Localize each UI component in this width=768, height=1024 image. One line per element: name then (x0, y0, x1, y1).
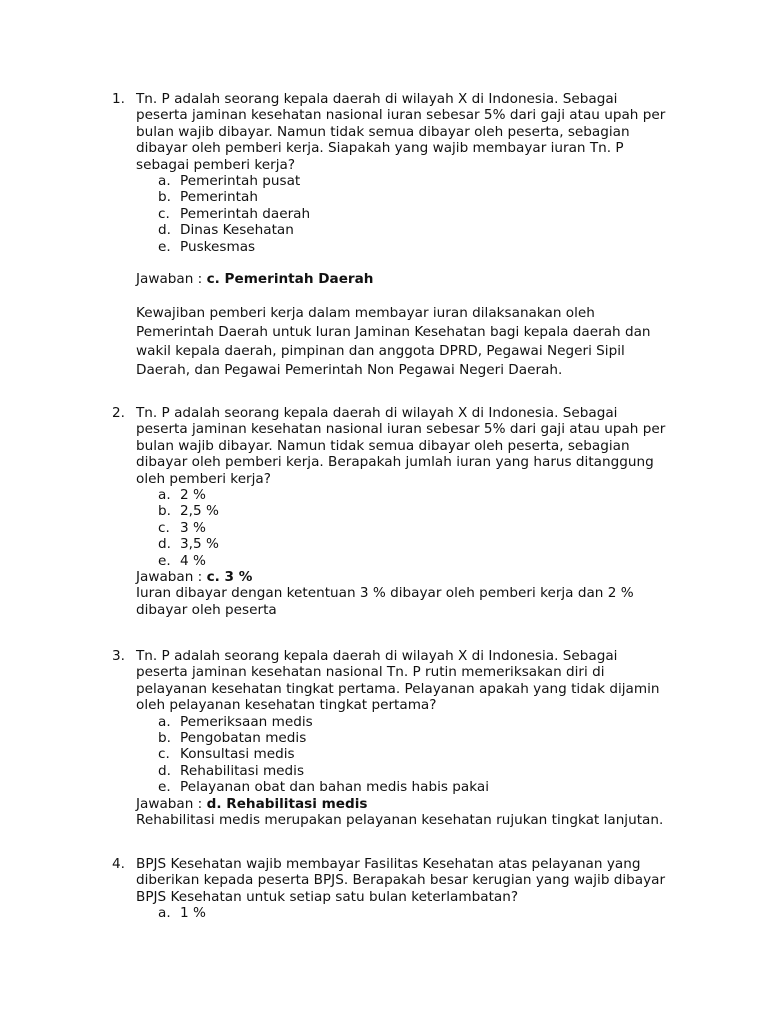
option-item (158, 520, 681, 536)
question-3 (112, 648, 681, 828)
option-letter: c. (158, 746, 170, 763)
option-text: Dinas Kesehatan (180, 222, 294, 239)
answer-value: c. 3 % (206, 568, 253, 585)
option-text: 3,5 % (180, 536, 219, 553)
option-item (158, 189, 681, 205)
option-letter: a. (158, 713, 171, 730)
option-letter: a. (158, 487, 171, 504)
option-letter: a. (158, 173, 171, 190)
question-2 (112, 405, 681, 618)
question-text: BPJS Kesehatan wajib membayar Fasilitas Kesehatan atas pelayanan yang diberikan kepada peserta BPJS. Berapakah besar kerugian yang wajib dibayar BPJS Kesehatan untuk setiap satu bulan keterlambatan? (136, 856, 666, 905)
option-letter: d. (158, 762, 171, 779)
option-item (158, 714, 681, 730)
option-letter: b. (158, 730, 171, 747)
option-text: 3 % (180, 519, 206, 536)
question-4 (112, 856, 681, 922)
option-text: Rehabilitasi medis (180, 762, 305, 779)
answer-value: c. Pemerintah Daerah (206, 270, 374, 287)
option-item (158, 779, 681, 795)
answer-label: Jawaban : (136, 795, 207, 812)
option-text: Konsultasi medis (180, 746, 295, 763)
question-1 (112, 91, 681, 380)
option-item (158, 222, 681, 238)
question-text: Tn. P adalah seorang kepala daerah di wilayah X di Indonesia. Sebagai peserta jaminan kesehatan nasional iuran sebesar 5% dari gaji atau upah per bulan wajib dibayar. Namun tidak semua dibayar oleh peserta, sebagian dibayar oleh pemberi kerja. Berapakah jumlah iuran yang harus ditanggung oleh pemberi kerja? (136, 405, 666, 487)
option-item (158, 206, 681, 222)
option-item (158, 239, 681, 255)
option-letter: c. (158, 205, 170, 222)
option-text: 4 % (180, 552, 206, 569)
option-item (158, 730, 681, 746)
question-number: 3. (112, 648, 125, 664)
option-list (158, 487, 681, 569)
option-letter: b. (158, 503, 171, 520)
option-item (158, 746, 681, 762)
answer-line (136, 569, 681, 585)
option-text: 2,5 % (180, 503, 219, 520)
option-item (158, 503, 681, 519)
option-letter: d. (158, 222, 171, 239)
question-text: Tn. P adalah seorang kepala daerah di wilayah X di Indonesia. Sebagai peserta jaminan kesehatan nasional iuran sebesar 5% dari gaji atau upah per bulan wajib dibayar. Namun tidak semua dibayar oleh peserta, sebagian dibayar oleh pemberi kerja. Siapakah yang wajib membayar iuran Tn. P sebagai pemberi kerja? (136, 91, 666, 173)
option-letter: e. (158, 552, 171, 569)
question-number: 4. (112, 856, 125, 872)
option-text: Pemerintah daerah (180, 205, 311, 222)
option-text: Puskesmas (180, 238, 256, 255)
question-number: 2. (112, 405, 125, 421)
explanation-text: Kewajiban pemberi kerja dalam membayar iuran dilaksanakan oleh Pemerintah Daerah untuk Iuran Jaminan Kesehatan bagi kepala daerah dan wakil kepala daerah, pimpinan dan anggota DPRD, Pegawai Negeri Sipil Daerah, dan Pegawai Pemerintah Non Pegawai Negeri Daerah. (136, 305, 651, 379)
question-number: 1. (112, 91, 125, 107)
explanation-text: Rehabilitasi medis merupakan pelayanan kesehatan rujukan tingkat lanjutan. (136, 811, 664, 828)
option-letter: b. (158, 189, 171, 206)
option-text: 2 % (180, 487, 206, 504)
option-letter: e. (158, 238, 171, 255)
option-letter: a. (158, 905, 171, 922)
option-item (158, 487, 681, 503)
option-item (158, 763, 681, 779)
option-letter: d. (158, 536, 171, 553)
explanation-text: Iuran dibayar dengan ketentuan 3 % dibayar oleh pemberi kerja dan 2 % dibayar oleh peserta (136, 585, 634, 618)
option-letter: e. (158, 779, 171, 796)
answer-label: Jawaban : (136, 270, 207, 287)
option-item (158, 536, 681, 552)
option-letter: c. (158, 519, 170, 536)
option-item (158, 905, 681, 921)
answer-line (136, 796, 681, 812)
option-list (158, 905, 681, 921)
option-text: Pemerintah pusat (180, 173, 301, 190)
option-item (158, 553, 681, 569)
option-text: Pemerintah (180, 189, 258, 206)
question-text: Tn. P adalah seorang kepala daerah di wilayah X di Indonesia. Sebagai peserta jaminan kesehatan nasional Tn. P rutin memeriksakan diri di pelayanan kesehatan tingkat pertama. Pelayanan apakah yang tidak dijamin oleh pelayanan kesehatan tingkat pertama? (136, 648, 660, 714)
option-text: 1 % (180, 905, 206, 922)
option-list (158, 173, 681, 255)
option-text: Pengobatan medis (180, 730, 307, 747)
option-text: Pemeriksaan medis (180, 713, 313, 730)
answer-value: d. Rehabilitasi medis (206, 795, 368, 812)
option-item (158, 173, 681, 189)
answer-line (136, 271, 681, 287)
answer-label: Jawaban : (136, 568, 207, 585)
option-text: Pelayanan obat dan bahan medis habis pakai (180, 779, 489, 796)
option-list (158, 714, 681, 796)
